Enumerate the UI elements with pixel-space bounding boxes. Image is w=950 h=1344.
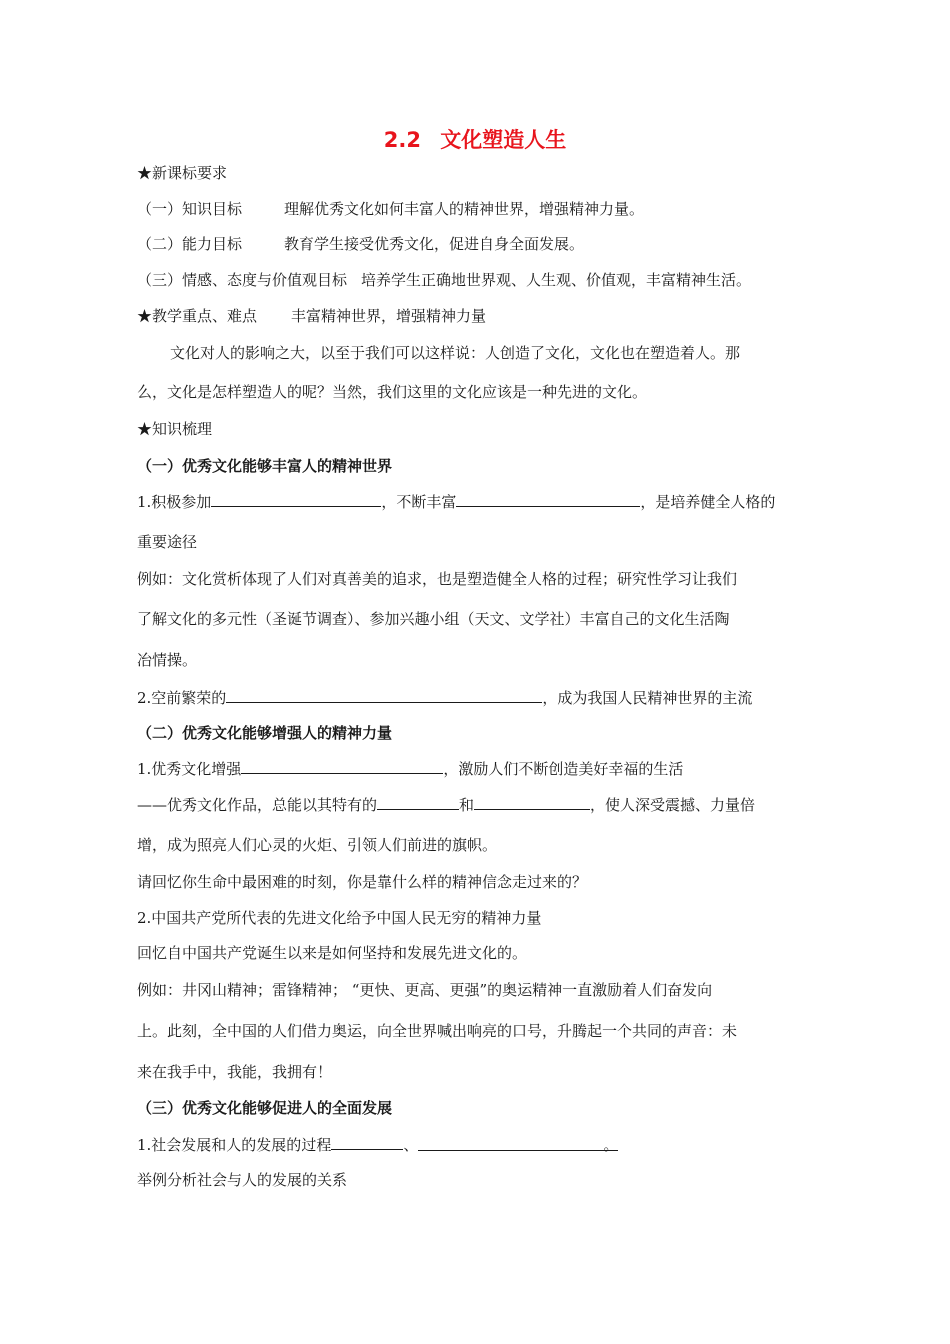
heading-strengthen: （二）优秀文化能够增强人的精神力量	[137, 724, 393, 742]
point-1-2	[137, 687, 752, 708]
example-2-line-3: 来在我手中，我能，我拥有！	[137, 1063, 333, 1081]
point-2-1	[137, 758, 683, 779]
heading-enrich: （一）优秀文化能够丰富人的精神世界	[137, 457, 393, 475]
key-points	[137, 306, 486, 326]
point-1-1-c: ，是培养健全人格的	[640, 493, 776, 511]
example-1-line-1: 例如：文化赏析体现了人们对真善美的追求，也是塑造健全人格的过程；研究性学习让我们	[137, 570, 738, 588]
example-2-line-1: 例如：井冈山精神；雷锋精神； “更快、更高、更强”的奥运精神一直激励着人们奋发向	[137, 981, 713, 999]
heading-develop: （三）优秀文化能够促进人的全面发展	[137, 1099, 393, 1117]
key-points-text: 丰富精神世界，增强精神力量	[291, 307, 487, 325]
fill-blank[interactable]	[474, 794, 590, 810]
point-2-works-a: ——优秀文化作品，总能以其特有的	[137, 796, 378, 814]
point-2-works-b: 和	[459, 796, 475, 814]
point-1-1-end: 重要途径	[137, 533, 198, 551]
point-2-works-c: ，使人深受震撼、力量倍	[590, 796, 756, 814]
goal-emotion-label: （三）情感、态度与价值观目标	[137, 271, 348, 289]
key-points-label: ★教学重点、难点	[137, 307, 258, 325]
fill-blank[interactable]	[226, 687, 542, 703]
fill-blank[interactable]	[456, 491, 640, 507]
goal-emotion	[137, 270, 751, 290]
point-2-1-a: 1.优秀文化增强	[137, 760, 242, 778]
goal-ability-text: 教育学生接受优秀文化，促进自身全面发展。	[284, 235, 585, 253]
goal-knowledge	[137, 199, 644, 219]
point-1-2-a: 2.空前繁荣的	[137, 689, 227, 707]
fill-blank[interactable]	[331, 1134, 403, 1150]
example-2-line-2: 上。此刻，全中国的人们借力奥运，向全世界喊出响亮的口号，升腾起一个共同的声音：未	[137, 1022, 738, 1040]
point-1-1	[137, 491, 775, 512]
section-standards: ★新课标要求	[137, 164, 228, 182]
goal-ability-label: （二）能力目标	[137, 235, 243, 253]
title-text: 文化塑造人生	[440, 128, 567, 152]
page-title	[0, 124, 950, 154]
point-2-works	[137, 794, 755, 815]
fill-blank[interactable]	[418, 1135, 619, 1154]
point-3-1-c: 。	[603, 1136, 619, 1154]
point-2-works-end: 增，成为照亮人们心灵的火炬、引领人们前进的旗帜。	[137, 836, 498, 854]
goal-knowledge-text: 理解优秀文化如何丰富人的精神世界，增强精神力量。	[284, 200, 645, 218]
example-1-line-3: 冶情操。	[137, 651, 198, 669]
fill-blank[interactable]	[241, 758, 443, 774]
section-knowledge: ★知识梳理	[137, 420, 213, 438]
point-1-1-b: ，不断丰富	[381, 493, 457, 511]
goal-knowledge-label: （一）知识目标	[137, 200, 243, 218]
point-2-2: 2.中国共产党所代表的先进文化给予中国人民无穷的精神力量	[137, 909, 542, 927]
question-1: 请回忆你生命中最困难的时刻，你是靠什么样的精神信念走过来的？	[137, 873, 588, 891]
goal-ability	[137, 234, 584, 254]
goal-emotion-text: 培养学生正确地世界观、人生观、价值观，丰富精神生活。	[361, 271, 752, 289]
point-1-2-b: ，成为我国人民精神世界的主流	[542, 689, 753, 707]
question-3: 举例分析社会与人的发展的关系	[137, 1171, 348, 1189]
point-3-1-a: 1.社会发展和人的发展的过程	[137, 1136, 332, 1154]
point-3-1-b: 、	[403, 1136, 419, 1154]
point-2-1-b: ，激励人们不断创造美好幸福的生活	[443, 760, 684, 778]
intro-line-1: 文化对人的影响之大，以至于我们可以这样说：人创造了文化，文化也在塑造着人。那	[170, 344, 741, 362]
fill-blank[interactable]	[377, 794, 459, 810]
fill-blank[interactable]	[211, 491, 381, 507]
point-1-1-a: 1.积极参加	[137, 493, 212, 511]
intro-line-2: 么，文化是怎样塑造人的呢？当然，我们这里的文化应该是一种先进的文化。	[137, 383, 648, 401]
title-number: 2.2	[383, 128, 421, 152]
question-2: 回忆自中国共产党诞生以来是如何坚持和发展先进文化的。	[137, 944, 528, 962]
example-1-line-2: 了解文化的多元性（圣诞节调查）、参加兴趣小组（天文、文学社）丰富自己的文化生活陶	[137, 610, 730, 628]
point-3-1	[137, 1134, 618, 1155]
